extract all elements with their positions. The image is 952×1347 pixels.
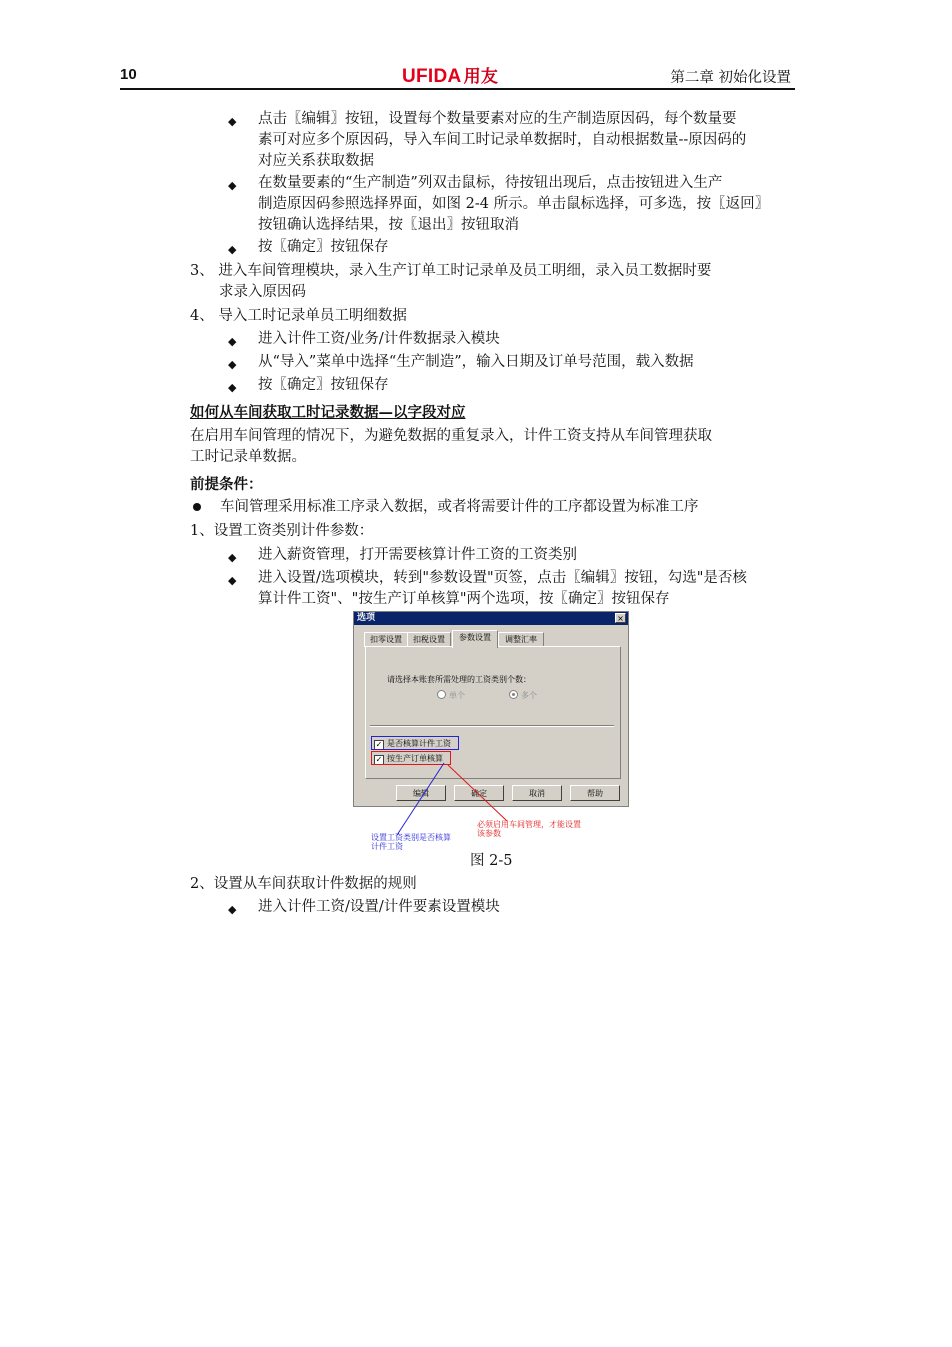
checkbox-checked-icon: ✓ xyxy=(375,740,383,749)
bullet-icon: ◆ xyxy=(228,903,237,916)
bullet-text: 制造原因码参照选择界面，如图 2-4 所示。单击鼠标选择，可多选，按〖返回〗 xyxy=(258,196,770,212)
tab-parameters[interactable]: 参数设置 xyxy=(452,630,498,648)
bullet-icon: ◆ xyxy=(228,179,237,192)
bullet-icon: ◆ xyxy=(228,574,237,587)
dialog-title: 选项 xyxy=(357,613,376,623)
logo-cn: 用友 xyxy=(463,67,499,86)
radio-single-label: 单个 xyxy=(449,691,465,700)
red-annotation-line: 必须启用车间管理，才能设置 xyxy=(477,820,581,829)
checkbox-piecework-label: 是否核算计件工资 xyxy=(387,739,451,748)
bullet-text: 按〖确定〗按钮保存 xyxy=(258,377,389,393)
chapter-title: 第二章 初始化设置 xyxy=(670,70,791,86)
section-title: 如何从车间获取工时记录数据—以字段对应 xyxy=(190,404,466,421)
red-annotation-line: 该参数 xyxy=(477,829,501,838)
numbered-item: 2、设置从车间获取计件数据的规则 xyxy=(190,876,417,892)
bullet-icon: ◆ xyxy=(228,381,237,394)
ok-button[interactable]: 确定 xyxy=(454,785,504,801)
numbered-item: 3、 进入车间管理模块，录入生产订单工时记录单及员工明细，录入员工数据时要 xyxy=(190,263,712,279)
bullet-text: 从“导入”菜单中选择“生产制造”，输入日期及订单号范围，载入数据 xyxy=(258,354,694,370)
numbered-item: 4、 导入工时记录单员工明细数据 xyxy=(190,308,407,324)
bullet-icon: ◆ xyxy=(228,115,237,128)
blue-callout-line xyxy=(397,763,444,835)
numbered-item: 求录入原因码 xyxy=(219,284,306,300)
help-button[interactable]: 帮助 xyxy=(570,785,620,801)
bullet-text: 进入设置/选项模块，转到"参数设置"页签，点击〖编辑〗按钮，勾选"是否核 xyxy=(258,570,747,586)
tab-rounding[interactable]: 扣零设置 xyxy=(364,632,408,647)
logo-text: UFIDA xyxy=(402,66,462,87)
bullet-icon: ◆ xyxy=(228,335,237,348)
cancel-button[interactable]: 取消 xyxy=(512,785,562,801)
category-count-prompt: 请选择本账套所需处理的工资类别个数： xyxy=(387,675,531,684)
prereq-item: 车间管理采用标准工序录入数据，或者将需要计件的工序都设置为标准工序 xyxy=(220,499,699,515)
bullet-text: 进入计件工资/业务/计件数据录入模块 xyxy=(258,331,500,347)
bullet-text: 进入薪资管理，打开需要核算计件工资的工资类别 xyxy=(258,547,577,563)
radio-multiple-label: 多个 xyxy=(521,691,537,700)
tab-exchange-rate[interactable]: 调整汇率 xyxy=(498,632,544,647)
page-number: 10 xyxy=(120,66,137,83)
paragraph: 在启用车间管理的情况下，为避免数据的重复录入，计件工资支持从车间管理获取 xyxy=(190,428,712,444)
bullet-text: 按〖确定〗按钮保存 xyxy=(258,239,389,255)
red-annotation xyxy=(477,820,581,838)
bullet-text: 算计件工资"、"按生产订单核算"两个选项，按〖确定〗按钮保存 xyxy=(258,591,670,607)
blue-annotation-line: 计件工资 xyxy=(371,842,403,851)
blue-annotation xyxy=(371,833,451,851)
paragraph: 工时记录单数据。 xyxy=(190,449,306,465)
checkbox-checked-icon: ✓ xyxy=(375,755,383,764)
prereq-title: 前提条件： xyxy=(190,476,263,493)
tab-tax[interactable]: 扣税设置 xyxy=(407,632,451,647)
bullet-text: 对应关系获取数据 xyxy=(258,153,374,169)
checkbox-order-label: 按生产订单核算 xyxy=(387,754,443,763)
bullet-text: 进入计件工资/设置/计件要素设置模块 xyxy=(258,899,500,915)
bullet-icon: ◆ xyxy=(228,551,237,564)
close-icon[interactable]: × xyxy=(615,613,626,623)
bullet-text: 点击〖编辑〗按钮，设置每个数量要素对应的生产制造原因码，每个数量要 xyxy=(258,111,737,127)
red-callout-line xyxy=(448,765,507,821)
bullet-icon: ◆ xyxy=(228,358,237,371)
bullet-text: 在数量要素的“生产制造”列双击鼠标，待按钮出现后，点击按钮进入生产 xyxy=(258,175,723,191)
bullet-icon: ◆ xyxy=(228,243,237,256)
figure-caption: 图 2-5 xyxy=(470,853,513,869)
bullet-text: 按钮确认选择结果，按〖退出〗按钮取消 xyxy=(258,217,519,233)
blue-annotation-line: 设置工资类别是否核算 xyxy=(371,833,451,842)
numbered-item: 1、设置工资类别计件参数： xyxy=(190,523,374,539)
bullet-text: 素可对应多个原因码，导入车间工时记录单数据时，自动根据数量--原因码的 xyxy=(258,132,747,148)
edit-button[interactable]: 编辑 xyxy=(396,785,446,801)
